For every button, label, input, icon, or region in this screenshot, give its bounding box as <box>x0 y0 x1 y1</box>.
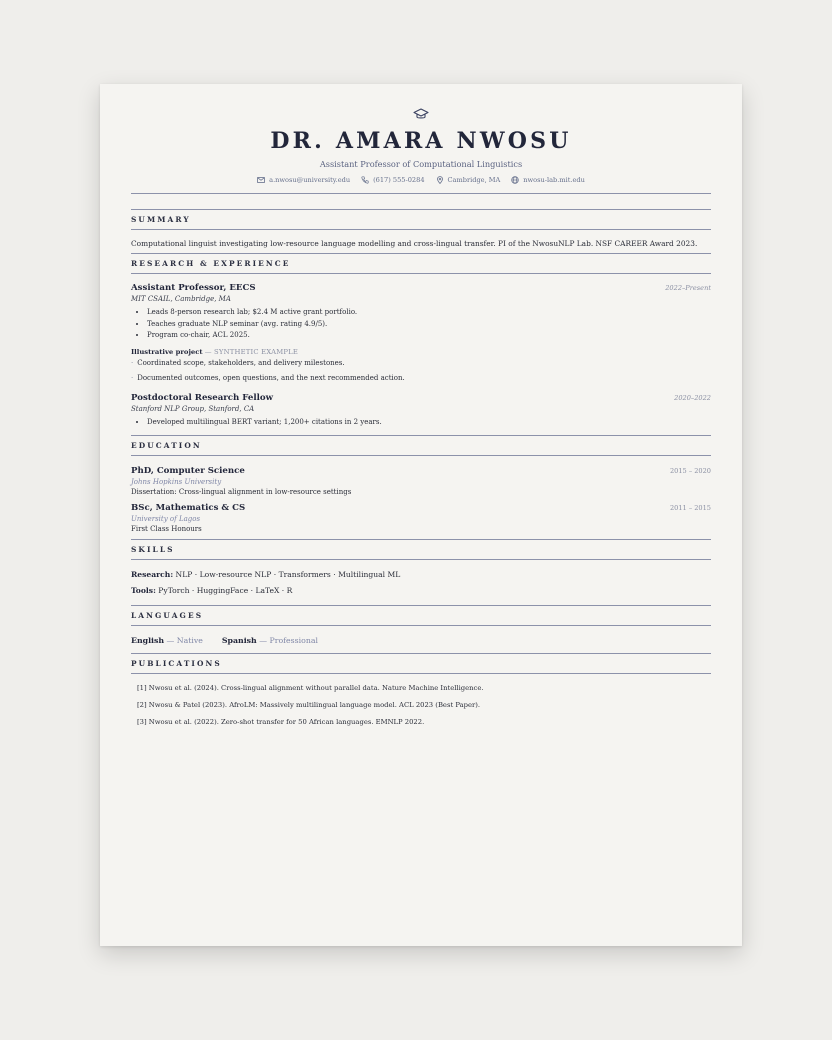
contact-email-text: a.nwosu@university.edu <box>269 176 351 184</box>
job-role: Assistant Professor, EECS <box>131 283 256 293</box>
section-title-publications: PUBLICATIONS <box>131 659 222 668</box>
education-entry <box>131 466 711 496</box>
contact-location <box>436 175 501 185</box>
contact-email[interactable] <box>257 175 350 185</box>
school: Johns Hopkins University <box>131 478 222 486</box>
languages-section <box>131 605 711 645</box>
job-bullets <box>131 307 711 342</box>
publications-section <box>131 653 711 731</box>
section-divider <box>131 673 711 674</box>
experience-section <box>131 253 711 428</box>
section-title-experience: RESEARCH & EXPERIENCE <box>131 259 291 268</box>
section-title-education: EDUCATION <box>131 441 202 450</box>
map-pin-icon <box>436 176 444 184</box>
degree: PhD, Computer Science <box>131 466 245 476</box>
education-detail: First Class Honours <box>131 525 202 533</box>
contact-website[interactable] <box>511 175 585 185</box>
list-item: • Leads 8-person research lab; $2.4 M active grant portfolio. <box>147 307 711 319</box>
section-divider <box>131 559 711 560</box>
contact-location-text: Cambridge, MA <box>447 176 501 184</box>
list-item: • Program co-chair, ACL 2025. <box>147 330 711 342</box>
skills-section <box>131 539 711 599</box>
education-detail: Dissertation: Cross-lingual alignment in low-resource settings <box>131 488 352 496</box>
list-item: · Documented outcomes, open questions, and the next recommended action. <box>131 373 405 382</box>
globe-icon <box>511 176 519 184</box>
publication-item: [2] Nwosu & Patel (2023). AfroLM: Massively multilingual language model. ACL 2023 (Best Paper). <box>137 701 481 709</box>
candidate-title: Assistant Professor of Computational Linguistics <box>319 159 523 169</box>
experience-entry <box>131 393 711 429</box>
contact-phone-text: (617) 555-0284 <box>373 176 425 184</box>
languages-list <box>131 636 711 645</box>
contact-website-text: nwosu-lab.mit.edu <box>523 176 585 184</box>
section-divider <box>131 455 711 456</box>
education-dates: 2015 – 2020 <box>669 467 711 475</box>
contact-phone[interactable] <box>361 175 424 185</box>
project-label: Illustrative project <box>131 347 203 356</box>
list-item: • Teaches graduate NLP seminar (avg. rating 4.9/5). <box>147 319 711 331</box>
section-title-languages: LANGUAGES <box>131 611 204 620</box>
experience-entry <box>131 283 711 386</box>
section-title-skills: SKILLS <box>131 545 175 554</box>
section-divider <box>131 229 711 230</box>
project-tag: — SYNTHETIC EXAMPLE <box>204 347 299 356</box>
contact-info <box>131 175 711 185</box>
skill-row: Research: NLP · Low-resource NLP · Transformers · Multilingual ML <box>131 570 401 579</box>
summary-section <box>131 209 711 249</box>
section-divider <box>131 625 711 626</box>
graduation-cap-icon <box>413 108 429 120</box>
list-item: • Developed multilingual BERT variant; 1,200+ citations in 2 years. <box>147 417 711 429</box>
phone-icon <box>361 176 369 184</box>
education-dates: 2011 – 2015 <box>669 504 711 512</box>
resume-page <box>100 84 742 946</box>
degree: BSc, Mathematics & CS <box>131 503 246 513</box>
project-heading <box>131 348 711 356</box>
job-dates: 2020–2022 <box>674 393 711 402</box>
section-title-summary: SUMMARY <box>131 215 191 224</box>
job-org: MIT CSAIL, Cambridge, MA <box>131 295 231 303</box>
skill-row: Tools: PyTorch · HuggingFace · LaTeX · R <box>131 586 293 595</box>
job-role: Postdoctoral Research Fellow <box>131 392 274 403</box>
resume-header <box>131 108 711 185</box>
education-entry <box>131 503 711 533</box>
job-bullets <box>131 417 711 429</box>
education-section <box>131 435 711 533</box>
language-item: Spanish — Professional <box>221 636 319 645</box>
school: University of Lagos <box>131 515 201 523</box>
candidate-name: DR. AMARA NWOSU <box>270 128 572 154</box>
header-divider <box>131 193 711 194</box>
envelope-icon <box>257 176 265 184</box>
job-dates: 2022–Present <box>665 284 711 292</box>
section-divider <box>131 273 711 274</box>
publication-item: [3] Nwosu et al. (2022). Zero-shot transfer for 50 African languages. EMNLP 2022. <box>137 718 425 726</box>
publication-item: [1] Nwosu et al. (2024). Cross-lingual alignment without parallel data. Nature Machine Intelligence. <box>137 684 484 692</box>
list-item: · Coordinated scope, stakeholders, and delivery milestones. <box>131 358 345 367</box>
language-item: English — Native <box>131 636 203 645</box>
job-org: Stanford NLP Group, Stanford, CA <box>131 404 255 413</box>
summary-text: Computational linguist investigating low-resource language modelling and cross-lingual transfer. PI of the NwosuNLP Lab. NSF CAREER Award 2023. <box>131 239 698 248</box>
